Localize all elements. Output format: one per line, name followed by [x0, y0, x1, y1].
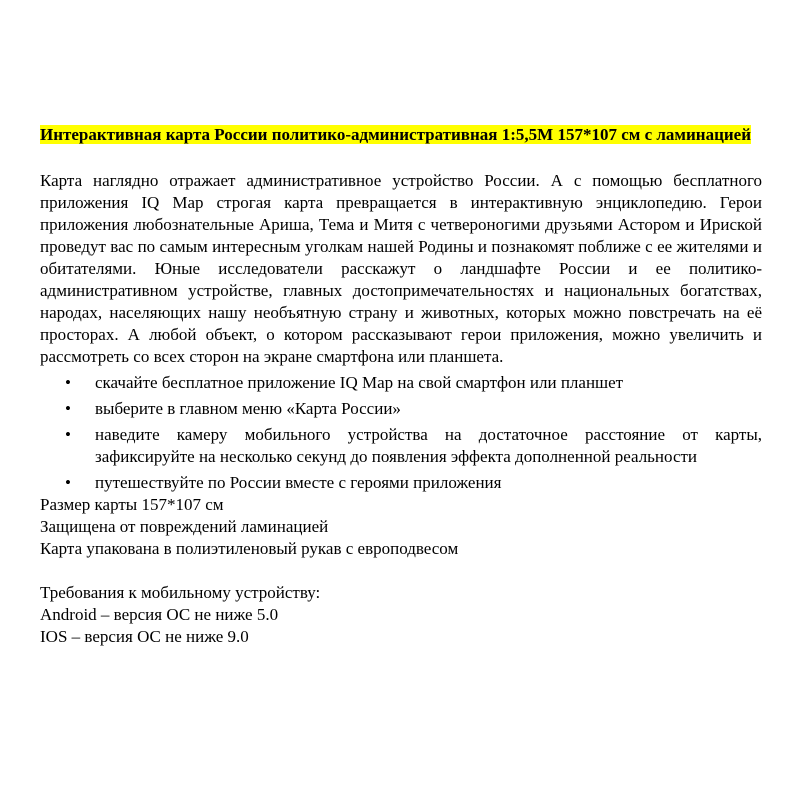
list-item-text: выберите в главном меню «Карта России»: [95, 399, 401, 418]
requirement-ios: IOS – версия ОС не ниже 9.0: [40, 627, 249, 646]
bullet-icon: •: [65, 373, 71, 392]
product-title: [40, 124, 762, 146]
list-item-text: наведите камеру мобильного устройства на достаточное расстояние от карты, зафиксируйте на несколько секунд до появления эффекта дополненной реальности: [95, 425, 762, 466]
list-item: [40, 472, 762, 494]
instructions-list: [40, 372, 762, 494]
bullet-icon: •: [65, 473, 71, 492]
requirements-title: Требования к мобильному устройству:: [40, 583, 321, 602]
product-description-document: [40, 124, 762, 648]
map-size-line: Размер карты 157*107 см: [40, 495, 224, 514]
packaging-line: Карта упакована в полиэтиленовый рукав с европодвесом: [40, 539, 459, 558]
list-item-text: скачайте бесплатное приложение IQ Map на свой смартфон или планшет: [95, 373, 624, 392]
requirement-android: Android – версия ОС не ниже 5.0: [40, 605, 279, 624]
title-highlight: Интерактивная карта России политико-административная 1:5,5М 157*107 см с ламинацией: [40, 125, 751, 144]
list-item-text: путешествуйте по России вместе с героями приложения: [95, 473, 502, 492]
product-description: Карта наглядно отражает административное устройство России. А с помощью бесплатного приложения IQ Map строгая карта превращается в интерактивную энциклопедию. Герои приложения любознательные Ариша, Тема и Митя с четвероногими друзьями Астором и Ириской проведут вас по самым интересным уголкам нашей Родины и познакомят поближе с ее жителями и обитателями. Юные исследователи расскажут о ландшафте России и ее политико-административном устройстве, главных достопримечательностях и национальных богатствах, народах, населяющих нашу необъятную страну и животных, которых можно повстречать на её просторах. А любой объект, о котором рассказывают герои приложения, можно увеличить и рассмотреть со всех сторон на экране смартфона или планшета.: [40, 171, 762, 366]
lamination-line: Защищена от повреждений ламинацией: [40, 517, 329, 536]
spacer: [40, 560, 762, 582]
list-item: [40, 372, 762, 394]
list-item: [40, 398, 762, 420]
list-item: [40, 424, 762, 468]
bullet-icon: •: [65, 399, 71, 418]
bullet-icon: •: [65, 425, 71, 444]
